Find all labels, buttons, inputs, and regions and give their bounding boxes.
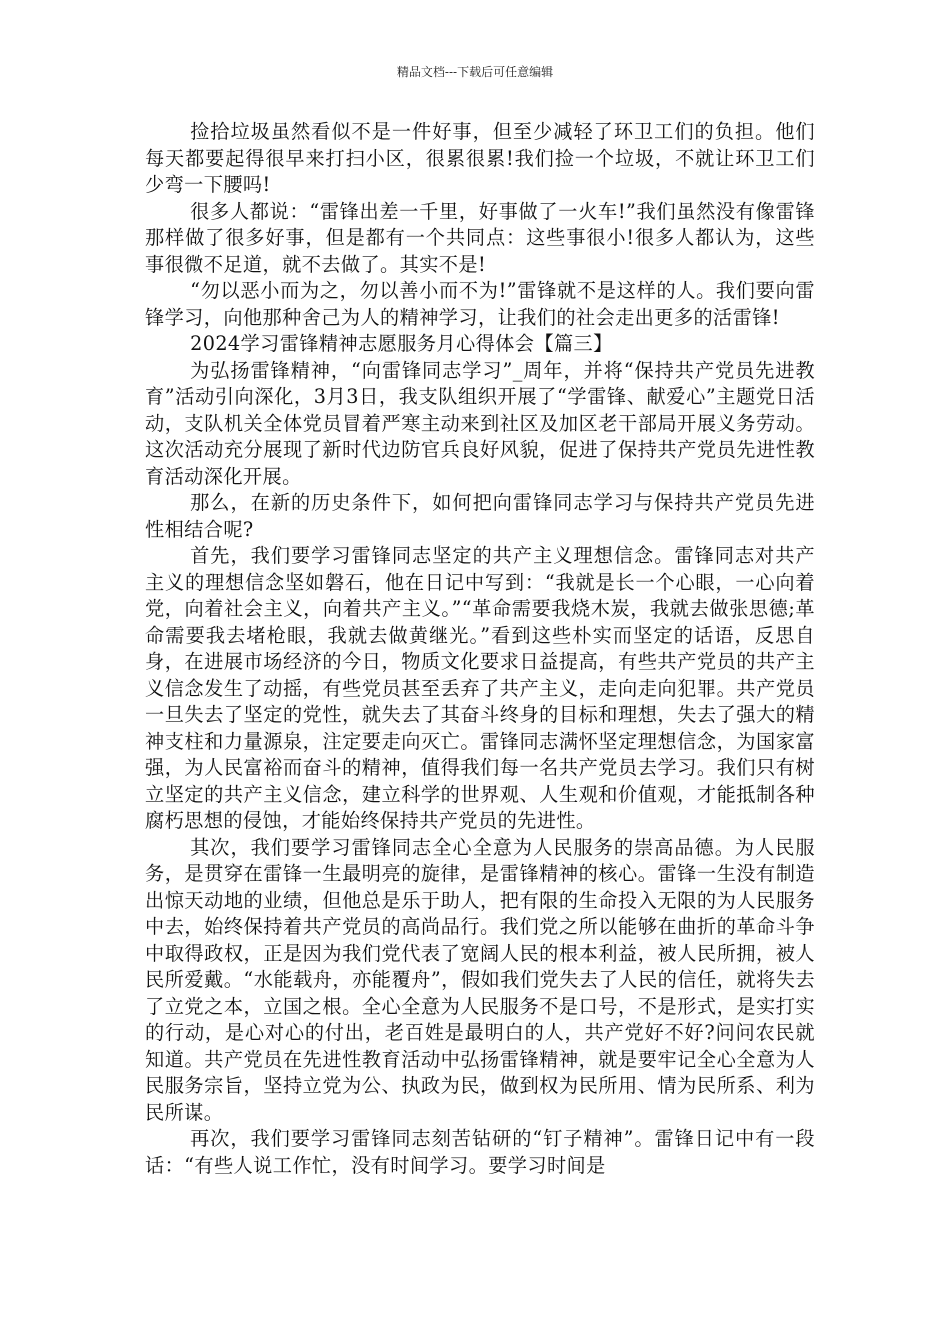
paragraph-proverb: “勿以恶小而为之，勿以善小而不为!”雷锋就不是这样的人。我们要向雷锋学习，向他那种舍己为人的精神学习，让我们的社会走出更多的活雷锋!: [145, 279, 815, 329]
section-title: 2024学习雷锋精神志愿服务月心得体会【篇三】: [190, 332, 613, 355]
paragraph-third: 再次，我们要学习雷锋同志刻苦钻研的“钉子精神”。雷锋日记中有一段话：“有些人说工作忙，没有时间学习。要学习时间是: [145, 1127, 815, 1177]
document-body: [145, 119, 815, 1179]
paragraph-small-deeds: 很多人都说：“雷锋出差一千里，好事做了一火车!”我们虽然没有像雷锋那样做了很多好事，但是都有一个共同点：这些事很小!很多人都认为，这些事很微不足道，就不去做了。其实不是!: [145, 199, 815, 276]
paragraph-first: 首先，我们要学习雷锋同志坚定的共产主义理想信念。雷锋同志对共产主义的理想信念坚如磐石，他在日记中写到：“我就是长一个心眼，一心向着党，向着社会主义，向着共产主义。”“革命需要我烧木炭，我就去做张思德;革命需要我去堵枪眼，我就去做黄继光。”看到这些朴实而坚定的话语，反思自身，在进展市场经济的今日，物质文化要求日益提高，有些共产党员的共产主义信念发生了动摇，有些党员甚至丢弃了共产主义，走向走向犯罪。共产党员一旦失去了坚定的党性，就失去了其奋斗终身的目标和理想，失去了强大的精神支柱和力量源泉，注定要走向灭亡。雷锋同志满怀坚定理想信念，为国家富强，为人民富裕而奋斗的精神，值得我们每一名共产党员去学习。我们只有树立坚定的共产主义信念，建立科学的世界观、人生观和价值观，才能抵制各种腐朽思想的侵蚀，才能始终保持共产党员的先进性。: [145, 544, 815, 832]
paragraph-activity: 为弘扬雷锋精神，“向雷锋同志学习”_周年，并将“保持共产党员先进教育”活动引向深化，3月3日，我支队组织开展了“学雷锋、献爱心”主题党日活动，支队机关全体党员冒着严寒主动来到社区及加区老干部局开展义务劳动。这次活动充分展现了新时代边防官兵良好风貌，促进了保持共产党员先进性教育活动深化开展。: [145, 358, 815, 488]
paragraph-litter: 捡拾垃圾虽然看似不是一件好事，但至少减轻了环卫工们的负担。他们每天都要起得很早来打扫小区，很累很累!我们捡一个垃圾，不就让环卫工们少弯一下腰吗!: [145, 120, 815, 196]
page-header: 精品文档---下载后可任意编辑: [396, 65, 554, 79]
paragraph-question: 那么，在新的历史条件下，如何把向雷锋同志学习与保持共产党员先进性相结合呢?: [145, 491, 815, 541]
paragraph-second: 其次，我们要学习雷锋同志全心全意为人民服务的崇高品德。为人民服务，是贯穿在雷锋一生最明亮的旋律，是雷锋精神的核心。雷锋一生没有制造出惊天动地的业绩，但他总是乐于助人，把有限的生命投入无限的为人民服务中去，始终保持着共产党员的高尚品行。我们党之所以能够在曲折的革命斗争中取得政权，正是因为我们党代表了宽阔人民的根本利益，被人民所拥，被人民所爱戴。“水能载舟，亦能覆舟”，假如我们党失去了人民的信任，就将失去了立党之本，立国之根。全心全意为人民服务不是口号，不是形式，是实打实的行动，是心对心的付出，老百姓是最明白的人，共产党好不好?问问农民就知道。共产党员在先进性教育活动中弘扬雷锋精神，就是要牢记全心全意为人民服务宗旨，坚持立党为公、执政为民，做到权为民所用、情为民所系、利为民所谋。: [145, 835, 815, 1124]
